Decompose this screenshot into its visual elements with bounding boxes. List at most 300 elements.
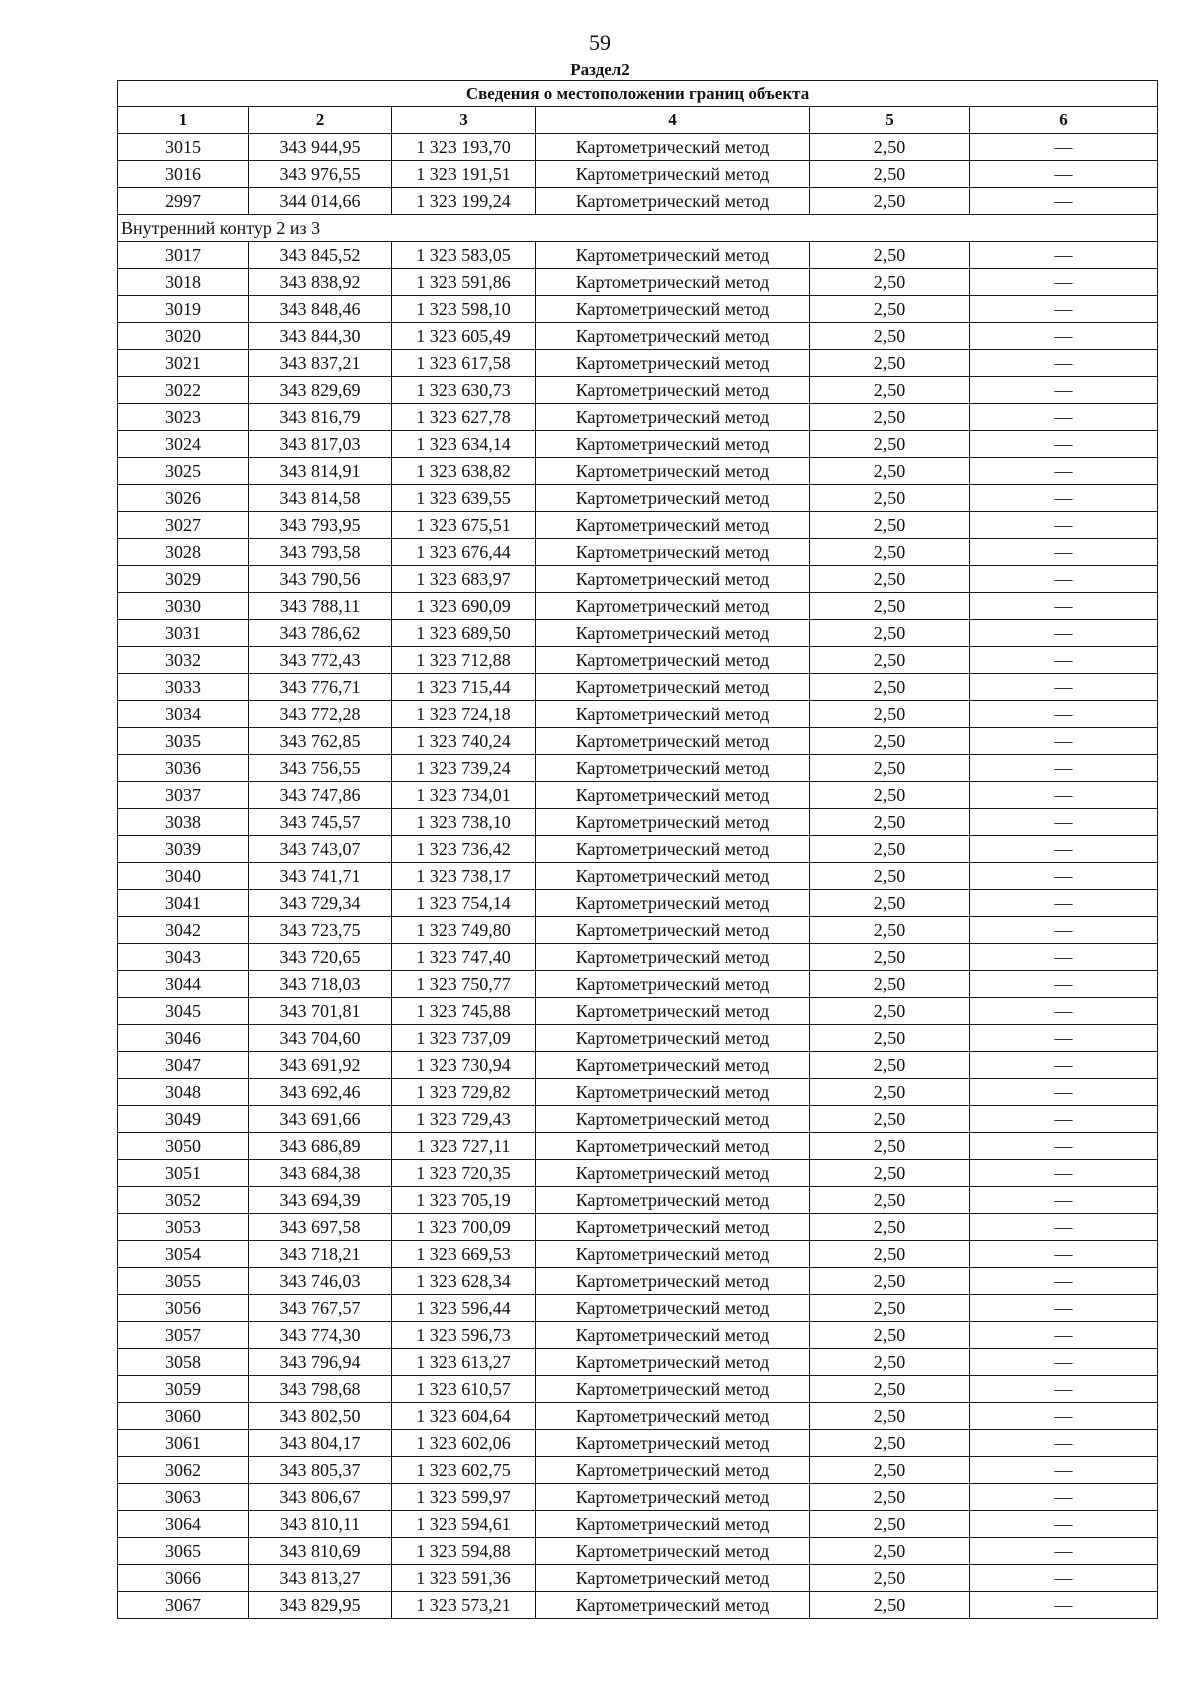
note-cell: — [970, 242, 1158, 269]
accuracy-cell: 2,50 [810, 1214, 970, 1241]
y-coordinate-cell: 1 323 634,14 [392, 431, 536, 458]
table-row [118, 485, 1158, 512]
note-cell: — [970, 1133, 1158, 1160]
x-coordinate-cell: 343 720,65 [249, 944, 392, 971]
note-cell: — [970, 458, 1158, 485]
method-cell: Картометрический метод [536, 890, 810, 917]
table-row [118, 458, 1158, 485]
y-coordinate-cell: 1 323 594,88 [392, 1538, 536, 1565]
y-coordinate-cell: 1 323 724,18 [392, 701, 536, 728]
accuracy-cell: 2,50 [810, 755, 970, 782]
y-coordinate-cell: 1 323 583,05 [392, 242, 536, 269]
table-row [118, 1592, 1158, 1619]
accuracy-cell: 2,50 [810, 242, 970, 269]
method-cell: Картометрический метод [536, 1133, 810, 1160]
method-cell: Картометрический метод [536, 1349, 810, 1376]
accuracy-cell: 2,50 [810, 1187, 970, 1214]
table-row [118, 512, 1158, 539]
method-cell: Картометрический метод [536, 755, 810, 782]
point-number-cell: 3059 [118, 1376, 249, 1403]
method-cell: Картометрический метод [536, 836, 810, 863]
method-cell: Картометрический метод [536, 512, 810, 539]
note-cell: — [970, 539, 1158, 566]
y-coordinate-cell: 1 323 675,51 [392, 512, 536, 539]
method-cell: Картометрический метод [536, 161, 810, 188]
table-row [118, 1214, 1158, 1241]
method-cell: Картометрический метод [536, 1430, 810, 1457]
accuracy-cell: 2,50 [810, 1322, 970, 1349]
accuracy-cell: 2,50 [810, 782, 970, 809]
section-title: Раздел2 [570, 60, 630, 79]
point-number-cell: 3024 [118, 431, 249, 458]
accuracy-cell: 2,50 [810, 161, 970, 188]
table-row [118, 1376, 1158, 1403]
method-cell: Картометрический метод [536, 188, 810, 215]
x-coordinate-cell: 343 776,71 [249, 674, 392, 701]
y-coordinate-cell: 1 323 669,53 [392, 1241, 536, 1268]
table-row [118, 539, 1158, 566]
accuracy-cell: 2,50 [810, 890, 970, 917]
method-cell: Картометрический метод [536, 377, 810, 404]
point-number-cell: 3029 [118, 566, 249, 593]
method-cell: Картометрический метод [536, 1025, 810, 1052]
method-cell: Картометрический метод [536, 1484, 810, 1511]
y-coordinate-cell: 1 323 591,86 [392, 269, 536, 296]
table-row [118, 944, 1158, 971]
point-number-cell: 3045 [118, 998, 249, 1025]
point-number-cell: 3030 [118, 593, 249, 620]
accuracy-cell: 2,50 [810, 809, 970, 836]
x-coordinate-cell: 343 845,52 [249, 242, 392, 269]
note-cell: — [970, 1025, 1158, 1052]
y-coordinate-cell: 1 323 199,24 [392, 188, 536, 215]
table-row [118, 1079, 1158, 1106]
table-row [118, 1457, 1158, 1484]
note-cell: — [970, 485, 1158, 512]
method-cell: Картометрический метод [536, 917, 810, 944]
y-coordinate-cell: 1 323 596,44 [392, 1295, 536, 1322]
accuracy-cell: 2,50 [810, 647, 970, 674]
table-row [118, 431, 1158, 458]
note-cell: — [970, 755, 1158, 782]
note-cell: — [970, 809, 1158, 836]
method-cell: Картометрический метод [536, 566, 810, 593]
accuracy-cell: 2,50 [810, 1592, 970, 1619]
x-coordinate-cell: 343 747,86 [249, 782, 392, 809]
y-coordinate-cell: 1 323 729,43 [392, 1106, 536, 1133]
y-coordinate-cell: 1 323 596,73 [392, 1322, 536, 1349]
note-cell: — [970, 998, 1158, 1025]
y-coordinate-cell: 1 323 738,10 [392, 809, 536, 836]
column-header: 4 [536, 107, 810, 134]
method-cell: Картометрический метод [536, 1592, 810, 1619]
table-row [118, 593, 1158, 620]
accuracy-cell: 2,50 [810, 1160, 970, 1187]
table-caption: Сведения о местоположении границ объекта [118, 81, 1158, 107]
point-number-cell: 3067 [118, 1592, 249, 1619]
point-number-cell: 3036 [118, 755, 249, 782]
y-coordinate-cell: 1 323 594,61 [392, 1511, 536, 1538]
table-row [118, 971, 1158, 998]
method-cell: Картометрический метод [536, 944, 810, 971]
y-coordinate-cell: 1 323 689,50 [392, 620, 536, 647]
accuracy-cell: 2,50 [810, 539, 970, 566]
note-cell: — [970, 1592, 1158, 1619]
y-coordinate-cell: 1 323 745,88 [392, 998, 536, 1025]
contour-label: Внутренний контур 2 из 3 [118, 215, 1158, 242]
point-number-cell: 3031 [118, 620, 249, 647]
x-coordinate-cell: 343 848,46 [249, 296, 392, 323]
table-row [118, 917, 1158, 944]
y-coordinate-cell: 1 323 191,51 [392, 161, 536, 188]
accuracy-cell: 2,50 [810, 188, 970, 215]
accuracy-cell: 2,50 [810, 377, 970, 404]
point-number-cell: 3046 [118, 1025, 249, 1052]
accuracy-cell: 2,50 [810, 728, 970, 755]
accuracy-cell: 2,50 [810, 1025, 970, 1052]
point-number-cell: 3020 [118, 323, 249, 350]
table-row [118, 728, 1158, 755]
accuracy-cell: 2,50 [810, 350, 970, 377]
method-cell: Картометрический метод [536, 242, 810, 269]
method-cell: Картометрический метод [536, 404, 810, 431]
point-number-cell: 3050 [118, 1133, 249, 1160]
x-coordinate-cell: 343 772,28 [249, 701, 392, 728]
method-cell: Картометрический метод [536, 1376, 810, 1403]
table-row [118, 242, 1158, 269]
note-cell: — [970, 566, 1158, 593]
note-cell: — [970, 863, 1158, 890]
x-coordinate-cell: 343 837,21 [249, 350, 392, 377]
x-coordinate-cell: 343 813,27 [249, 1565, 392, 1592]
table-row [118, 755, 1158, 782]
accuracy-cell: 2,50 [810, 404, 970, 431]
note-cell: — [970, 890, 1158, 917]
y-coordinate-cell: 1 323 738,17 [392, 863, 536, 890]
method-cell: Картометрический метод [536, 1106, 810, 1133]
point-number-cell: 3015 [118, 134, 249, 161]
y-coordinate-cell: 1 323 598,10 [392, 296, 536, 323]
table-row [118, 1241, 1158, 1268]
note-cell: — [970, 1538, 1158, 1565]
note-cell: — [970, 350, 1158, 377]
page-number: 59 [589, 30, 611, 55]
method-cell: Картометрический метод [536, 350, 810, 377]
method-cell: Картометрический метод [536, 1214, 810, 1241]
method-cell: Картометрический метод [536, 269, 810, 296]
accuracy-cell: 2,50 [810, 1430, 970, 1457]
x-coordinate-cell: 343 745,57 [249, 809, 392, 836]
x-coordinate-cell: 343 798,68 [249, 1376, 392, 1403]
table-row [118, 1565, 1158, 1592]
table-row [118, 296, 1158, 323]
x-coordinate-cell: 343 756,55 [249, 755, 392, 782]
table-body [118, 134, 1158, 1619]
x-coordinate-cell: 343 774,30 [249, 1322, 392, 1349]
accuracy-cell: 2,50 [810, 1457, 970, 1484]
y-coordinate-cell: 1 323 712,88 [392, 647, 536, 674]
point-number-cell: 3039 [118, 836, 249, 863]
y-coordinate-cell: 1 323 602,06 [392, 1430, 536, 1457]
contour-row [118, 215, 1158, 242]
table-row [118, 188, 1158, 215]
note-cell: — [970, 674, 1158, 701]
accuracy-cell: 2,50 [810, 1376, 970, 1403]
accuracy-cell: 2,50 [810, 512, 970, 539]
accuracy-cell: 2,50 [810, 1079, 970, 1106]
point-number-cell: 3044 [118, 971, 249, 998]
method-cell: Картометрический метод [536, 701, 810, 728]
accuracy-cell: 2,50 [810, 863, 970, 890]
point-number-cell: 3061 [118, 1430, 249, 1457]
table-row [118, 998, 1158, 1025]
note-cell: — [970, 728, 1158, 755]
point-number-cell: 3065 [118, 1538, 249, 1565]
note-cell: — [970, 1430, 1158, 1457]
y-coordinate-cell: 1 323 740,24 [392, 728, 536, 755]
accuracy-cell: 2,50 [810, 1538, 970, 1565]
method-cell: Картометрический метод [536, 1052, 810, 1079]
table-row [118, 1106, 1158, 1133]
note-cell: — [970, 1268, 1158, 1295]
x-coordinate-cell: 343 976,55 [249, 161, 392, 188]
accuracy-cell: 2,50 [810, 701, 970, 728]
note-cell: — [970, 1457, 1158, 1484]
note-cell: — [970, 188, 1158, 215]
y-coordinate-cell: 1 323 727,11 [392, 1133, 536, 1160]
accuracy-cell: 2,50 [810, 620, 970, 647]
point-number-cell: 3035 [118, 728, 249, 755]
accuracy-cell: 2,50 [810, 458, 970, 485]
point-number-cell: 3054 [118, 1241, 249, 1268]
y-coordinate-cell: 1 323 729,82 [392, 1079, 536, 1106]
method-cell: Картометрический метод [536, 593, 810, 620]
y-coordinate-cell: 1 323 690,09 [392, 593, 536, 620]
note-cell: — [970, 1052, 1158, 1079]
note-cell: — [970, 1349, 1158, 1376]
table-row [118, 1511, 1158, 1538]
method-cell: Картометрический метод [536, 782, 810, 809]
x-coordinate-cell: 343 741,71 [249, 863, 392, 890]
y-coordinate-cell: 1 323 602,75 [392, 1457, 536, 1484]
accuracy-cell: 2,50 [810, 1268, 970, 1295]
point-number-cell: 3066 [118, 1565, 249, 1592]
table-row [118, 647, 1158, 674]
y-coordinate-cell: 1 323 617,58 [392, 350, 536, 377]
x-coordinate-cell: 343 701,81 [249, 998, 392, 1025]
x-coordinate-cell: 343 838,92 [249, 269, 392, 296]
table-row [118, 701, 1158, 728]
note-cell: — [970, 1403, 1158, 1430]
table-row [118, 674, 1158, 701]
accuracy-cell: 2,50 [810, 431, 970, 458]
note-cell: — [970, 1376, 1158, 1403]
y-coordinate-cell: 1 323 749,80 [392, 917, 536, 944]
accuracy-cell: 2,50 [810, 1349, 970, 1376]
x-coordinate-cell: 343 694,39 [249, 1187, 392, 1214]
y-coordinate-cell: 1 323 628,34 [392, 1268, 536, 1295]
point-number-cell: 3060 [118, 1403, 249, 1430]
note-cell: — [970, 1295, 1158, 1322]
accuracy-cell: 2,50 [810, 296, 970, 323]
method-cell: Картометрический метод [536, 809, 810, 836]
y-coordinate-cell: 1 323 730,94 [392, 1052, 536, 1079]
table-row [118, 377, 1158, 404]
method-cell: Картометрический метод [536, 1511, 810, 1538]
accuracy-cell: 2,50 [810, 944, 970, 971]
y-coordinate-cell: 1 323 705,19 [392, 1187, 536, 1214]
note-cell: — [970, 782, 1158, 809]
y-coordinate-cell: 1 323 737,09 [392, 1025, 536, 1052]
table-row [118, 1322, 1158, 1349]
method-cell: Картометрический метод [536, 863, 810, 890]
method-cell: Картометрический метод [536, 728, 810, 755]
x-coordinate-cell: 343 762,85 [249, 728, 392, 755]
y-coordinate-cell: 1 323 627,78 [392, 404, 536, 431]
method-cell: Картометрический метод [536, 647, 810, 674]
table-row [118, 1484, 1158, 1511]
table-row [118, 1187, 1158, 1214]
x-coordinate-cell: 343 729,34 [249, 890, 392, 917]
y-coordinate-cell: 1 323 193,70 [392, 134, 536, 161]
y-coordinate-cell: 1 323 639,55 [392, 485, 536, 512]
column-header: 5 [810, 107, 970, 134]
y-coordinate-cell: 1 323 638,82 [392, 458, 536, 485]
note-cell: — [970, 431, 1158, 458]
table-row [118, 863, 1158, 890]
x-coordinate-cell: 343 805,37 [249, 1457, 392, 1484]
x-coordinate-cell: 343 692,46 [249, 1079, 392, 1106]
table-row [118, 620, 1158, 647]
note-cell: — [970, 971, 1158, 998]
point-number-cell: 3025 [118, 458, 249, 485]
note-cell: — [970, 512, 1158, 539]
y-coordinate-cell: 1 323 715,44 [392, 674, 536, 701]
note-cell: — [970, 836, 1158, 863]
point-number-cell: 2997 [118, 188, 249, 215]
y-coordinate-cell: 1 323 605,49 [392, 323, 536, 350]
table-row [118, 890, 1158, 917]
column-header: 6 [970, 107, 1158, 134]
point-number-cell: 3047 [118, 1052, 249, 1079]
x-coordinate-cell: 343 686,89 [249, 1133, 392, 1160]
accuracy-cell: 2,50 [810, 1133, 970, 1160]
y-coordinate-cell: 1 323 720,35 [392, 1160, 536, 1187]
boundary-coordinates-table [117, 80, 1158, 1619]
table-row [118, 782, 1158, 809]
point-number-cell: 3043 [118, 944, 249, 971]
accuracy-cell: 2,50 [810, 836, 970, 863]
y-coordinate-cell: 1 323 683,97 [392, 566, 536, 593]
method-cell: Картометрический метод [536, 1565, 810, 1592]
accuracy-cell: 2,50 [810, 971, 970, 998]
x-coordinate-cell: 343 829,95 [249, 1592, 392, 1619]
point-number-cell: 3040 [118, 863, 249, 890]
table-row [118, 1160, 1158, 1187]
point-number-cell: 3026 [118, 485, 249, 512]
note-cell: — [970, 1565, 1158, 1592]
table-caption-row [118, 81, 1158, 107]
point-number-cell: 3063 [118, 1484, 249, 1511]
table-row [118, 809, 1158, 836]
accuracy-cell: 2,50 [810, 917, 970, 944]
point-number-cell: 3021 [118, 350, 249, 377]
x-coordinate-cell: 343 806,67 [249, 1484, 392, 1511]
table-row [118, 1430, 1158, 1457]
point-number-cell: 3055 [118, 1268, 249, 1295]
accuracy-cell: 2,50 [810, 1295, 970, 1322]
note-cell: — [970, 620, 1158, 647]
x-coordinate-cell: 343 786,62 [249, 620, 392, 647]
y-coordinate-cell: 1 323 591,36 [392, 1565, 536, 1592]
x-coordinate-cell: 343 793,58 [249, 539, 392, 566]
point-number-cell: 3053 [118, 1214, 249, 1241]
table-row [118, 1403, 1158, 1430]
accuracy-cell: 2,50 [810, 566, 970, 593]
method-cell: Картометрический метод [536, 1187, 810, 1214]
table-row [118, 269, 1158, 296]
method-cell: Картометрический метод [536, 539, 810, 566]
x-coordinate-cell: 343 793,95 [249, 512, 392, 539]
point-number-cell: 3037 [118, 782, 249, 809]
table-row [118, 161, 1158, 188]
x-coordinate-cell: 343 691,66 [249, 1106, 392, 1133]
note-cell: — [970, 296, 1158, 323]
y-coordinate-cell: 1 323 610,57 [392, 1376, 536, 1403]
point-number-cell: 3022 [118, 377, 249, 404]
accuracy-cell: 2,50 [810, 593, 970, 620]
y-coordinate-cell: 1 323 676,44 [392, 539, 536, 566]
method-cell: Картометрический метод [536, 323, 810, 350]
point-number-cell: 3051 [118, 1160, 249, 1187]
method-cell: Картометрический метод [536, 620, 810, 647]
x-coordinate-cell: 343 718,21 [249, 1241, 392, 1268]
x-coordinate-cell: 343 718,03 [249, 971, 392, 998]
point-number-cell: 3064 [118, 1511, 249, 1538]
method-cell: Картометрический метод [536, 1403, 810, 1430]
x-coordinate-cell: 343 810,11 [249, 1511, 392, 1538]
accuracy-cell: 2,50 [810, 1565, 970, 1592]
table-row [118, 836, 1158, 863]
method-cell: Картометрический метод [536, 1322, 810, 1349]
y-coordinate-cell: 1 323 604,64 [392, 1403, 536, 1430]
point-number-cell: 3062 [118, 1457, 249, 1484]
accuracy-cell: 2,50 [810, 1511, 970, 1538]
x-coordinate-cell: 343 944,95 [249, 134, 392, 161]
note-cell: — [970, 917, 1158, 944]
point-number-cell: 3032 [118, 647, 249, 674]
note-cell: — [970, 377, 1158, 404]
x-coordinate-cell: 343 788,11 [249, 593, 392, 620]
method-cell: Картометрический метод [536, 998, 810, 1025]
y-coordinate-cell: 1 323 613,27 [392, 1349, 536, 1376]
y-coordinate-cell: 1 323 739,24 [392, 755, 536, 782]
note-cell: — [970, 1106, 1158, 1133]
table-row [118, 1349, 1158, 1376]
accuracy-cell: 2,50 [810, 269, 970, 296]
point-number-cell: 3023 [118, 404, 249, 431]
x-coordinate-cell: 343 767,57 [249, 1295, 392, 1322]
point-number-cell: 3049 [118, 1106, 249, 1133]
table-row [118, 1268, 1158, 1295]
note-cell: — [970, 1160, 1158, 1187]
y-coordinate-cell: 1 323 630,73 [392, 377, 536, 404]
table-row [118, 566, 1158, 593]
x-coordinate-cell: 343 816,79 [249, 404, 392, 431]
x-coordinate-cell: 344 014,66 [249, 188, 392, 215]
note-cell: — [970, 647, 1158, 674]
x-coordinate-cell: 343 790,56 [249, 566, 392, 593]
